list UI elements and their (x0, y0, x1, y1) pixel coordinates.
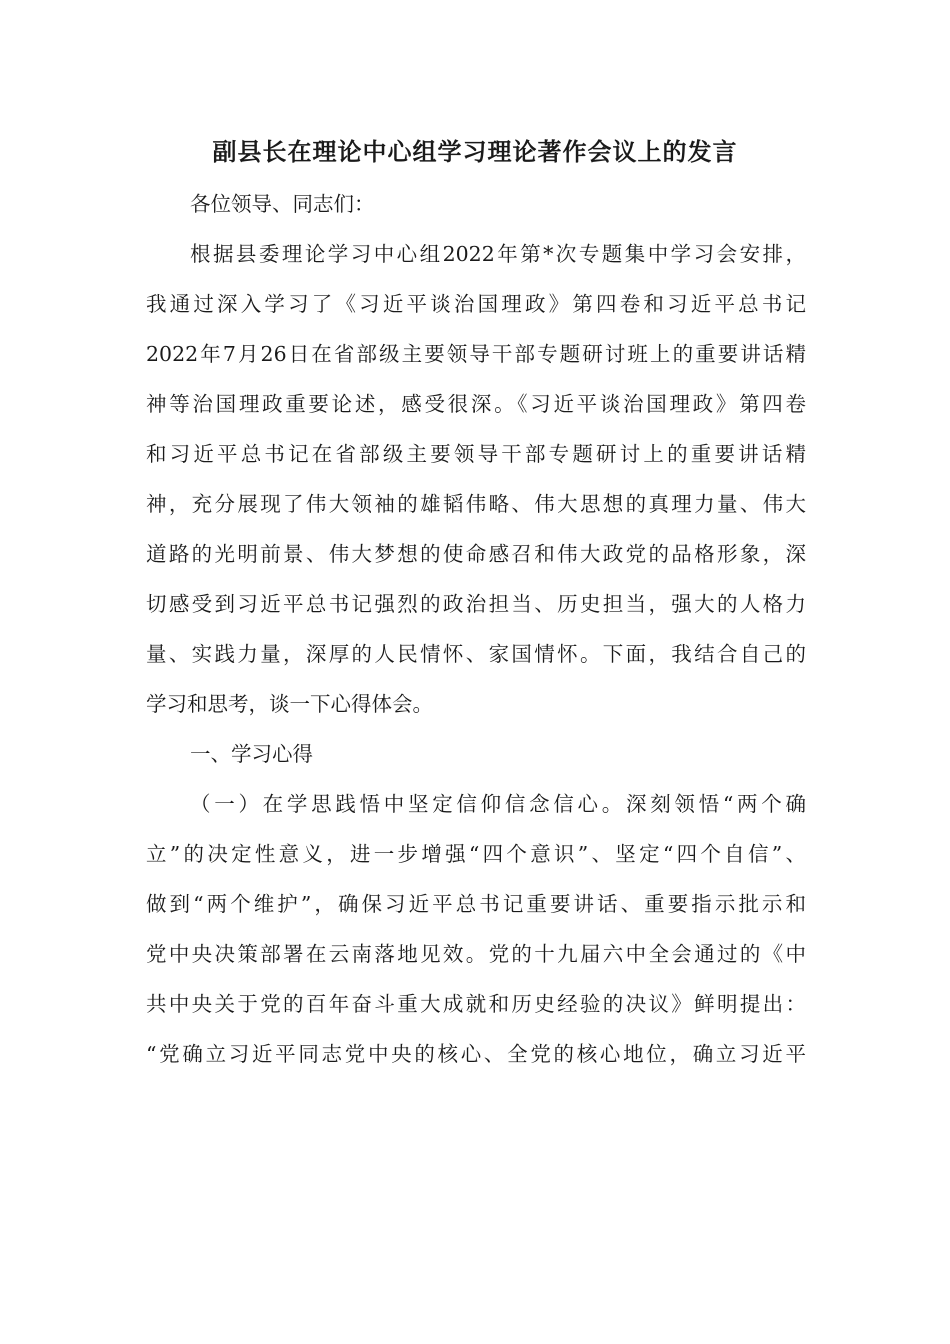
paragraph-line: 我通过深入学习了《习近平谈治国理政》第四卷和习近平总书记 (146, 292, 806, 316)
paragraph-line: 和习近平总书记在省部级主要领导干部专题研讨上的重要讲话精 (146, 442, 806, 466)
paragraph-line: 学习和思考，谈一下心得体会。 (146, 692, 433, 716)
paragraph-line: 2022年7月26日在省部级主要领导干部专题研讨班上的重要讲话精 (146, 342, 806, 366)
paragraph-line: 道路的光明前景、伟大梦想的使命感召和伟大政党的品格形象，深 (146, 542, 806, 566)
paragraph-line: 神，充分展现了伟大领袖的雄韬伟略、伟大思想的真理力量、伟大 (146, 492, 806, 516)
paragraph-line: 共中央关于党的百年奋斗重大成就和历史经验的决议》鲜明提出： (146, 992, 806, 1016)
paragraph-line: 量、实践力量，深厚的人民情怀、家国情怀。下面，我结合自己的 (146, 642, 806, 666)
paragraph-line: 切感受到习近平总书记强烈的政治担当、历史担当，强大的人格力 (146, 592, 806, 616)
paragraph-line: 立”的决定性意义，进一步增强“四个意识”、坚定“四个自信”、 (146, 842, 806, 866)
paragraph-line: 党中央决策部署在云南落地见效。党的十九届六中全会通过的《中 (146, 942, 806, 966)
paragraph-line: （一）在学思践悟中坚定信仰信念信心。深刻领悟“两个确 (190, 792, 806, 816)
section-heading: 一、学习心得 (190, 742, 313, 766)
document-title: 副县长在理论中心组学习理论著作会议上的发言 (212, 137, 738, 166)
salutation: 各位领导、同志们： (190, 192, 375, 216)
paragraph-line: “党确立习近平同志党中央的核心、全党的核心地位，确立习近平 (146, 1042, 806, 1066)
paragraph-line: 神等治国理政重要论述，感受很深。《习近平谈治国理政》第四卷 (146, 392, 806, 416)
paragraph-line: 做到“两个维护”，确保习近平总书记重要讲话、重要指示批示和 (146, 892, 806, 916)
paragraph-line: 根据县委理论学习中心组2022年第*次专题集中学习会安排， (190, 242, 806, 266)
